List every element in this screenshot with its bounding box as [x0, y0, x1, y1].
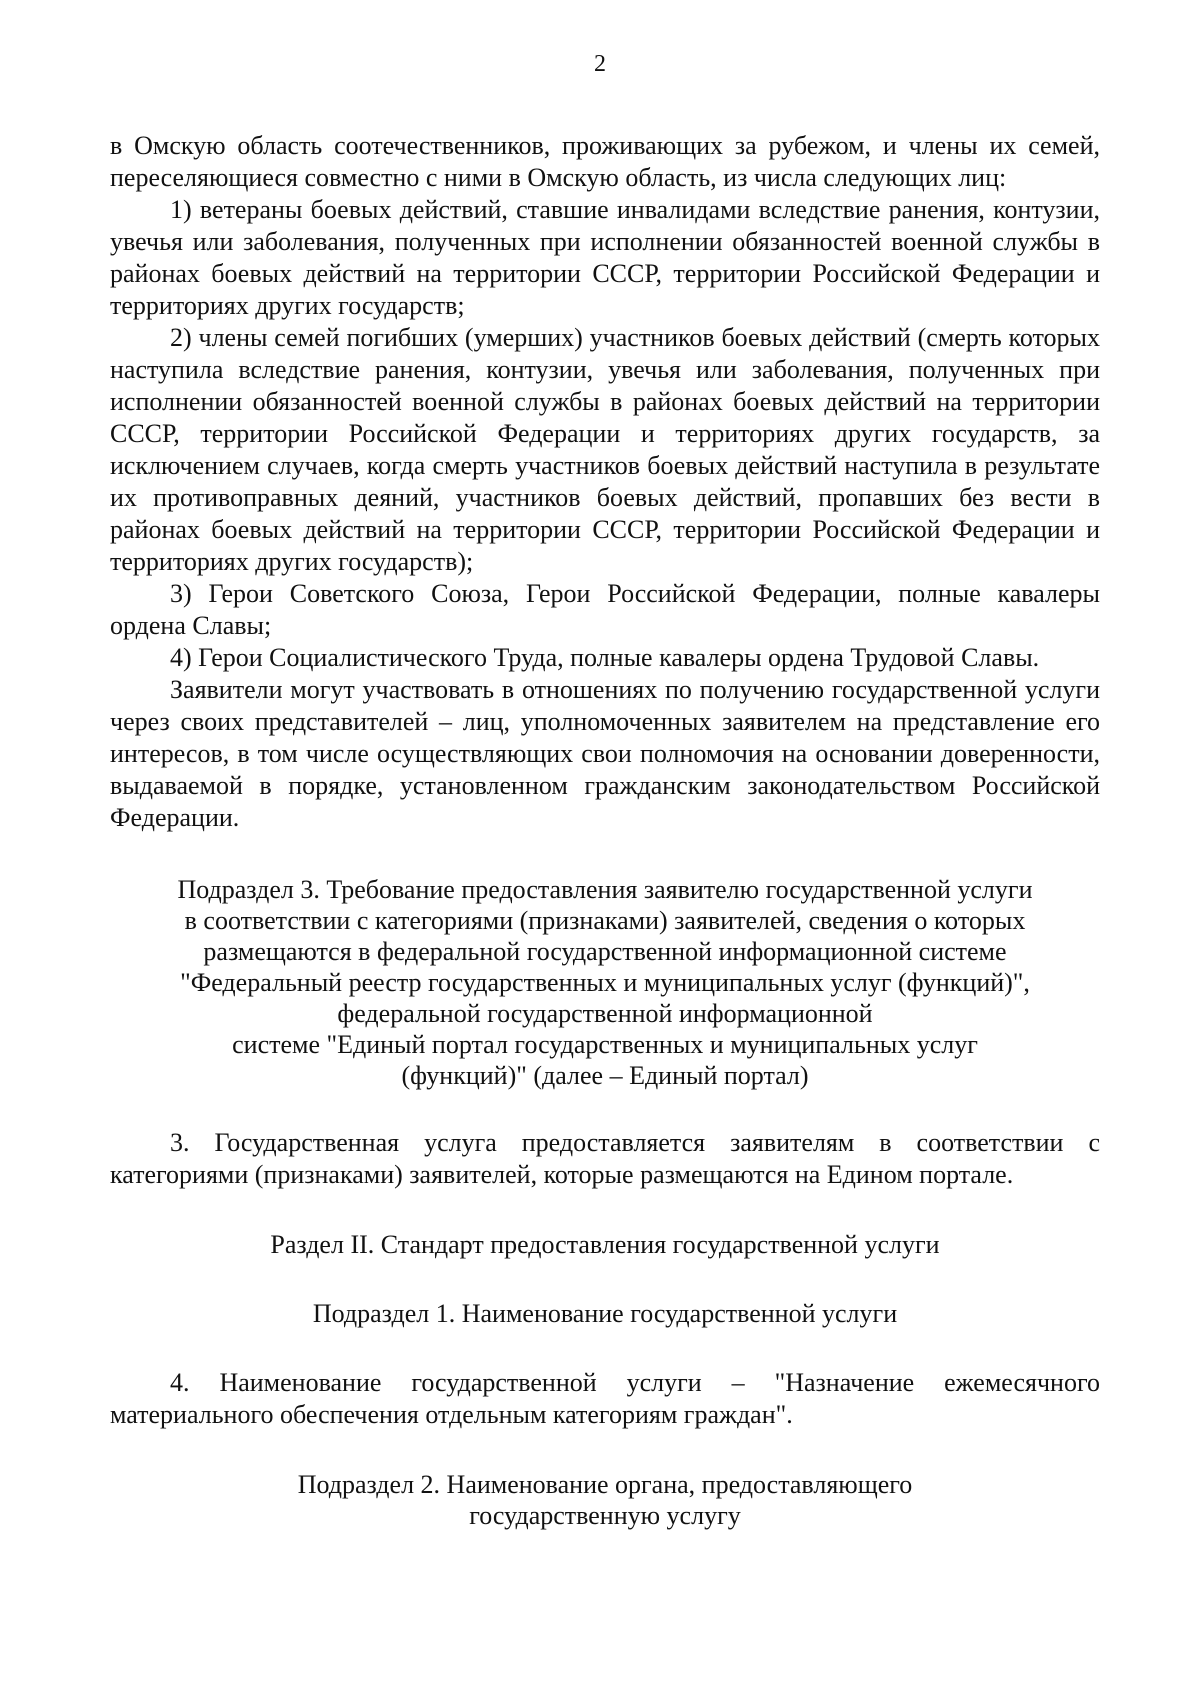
list-item-3: 3) Герои Советского Союза, Герои Российской Федерации, полные кавалеры ордена Славы;	[110, 579, 1100, 640]
heading-line: "Федеральный реестр государственных и муниципальных услуг (функций)",	[180, 968, 1030, 997]
page-number: 2	[594, 51, 606, 77]
paragraph-item-4: 4. Наименование государственной услуги – "Назначение ежемесячного материального обеспечения отдельным категориям граждан".	[110, 1368, 1100, 1429]
section-2-title: Раздел II. Стандарт предоставления государственной услуги	[270, 1230, 940, 1259]
paragraph-item-3: 3. Государственная услуга предоставляется заявителям в соответствии с категориями (признаками) заявителей, которые размещаются на Едином портале.	[110, 1128, 1100, 1189]
paragraph-intro: в Омскую область соотечественников, проживающих за рубежом, и члены их семей, переселяющиеся совместно с ними в Омскую область, из числа следующих лиц:	[110, 131, 1100, 192]
heading-line: Подраздел 2. Наименование органа, предоставляющего	[297, 1470, 913, 1499]
list-item-2: 2) члены семей погибших (умерших) участников боевых действий (смерть которых наступила вследствие ранения, контузии, увечья или заболевания, полученных при исполнении обязанностей военной службы в районах боевых действий на территории СССР, территории Российской Федерации и территориях других государств, за исключением случаев, когда смерть участников боевых действий наступила в результате их противоправных деяний, участников боевых действий, пропавших без вести в районах боевых действий на территории СССР, территории Российской Федерации и территориях других государств);	[110, 323, 1100, 576]
document-body	[110, 130, 1100, 1531]
list-item-1: 1) ветераны боевых действий, ставшие инвалидами вследствие ранения, контузии, увечья или заболевания, полученных при исполнении обязанностей военной службы в районах боевых действий на территории СССР, территории Российской Федерации и территориях других государств;	[110, 195, 1100, 320]
subsection-2-heading	[110, 1469, 1100, 1531]
heading-line: государственную услугу	[469, 1501, 741, 1530]
heading-line: (функций)" (далее – Единый портал)	[401, 1061, 809, 1090]
paragraph-representatives: Заявители могут участвовать в отношениях по получению государственной услуги через своих представителей – лиц, уполномоченных заявителем на представление его интересов, в том числе осуществляющих свои полномочия на основании доверенности, выдаваемой в порядке, установленном гражданским законодательством Российской Федерации.	[110, 675, 1100, 832]
subsection-3-heading	[110, 874, 1100, 1091]
heading-line: системе "Единый портал государственных и муниципальных услуг	[232, 1030, 978, 1059]
heading-line: в соответствии с категориями (признаками) заявителей, сведения о которых	[184, 906, 1026, 935]
subsection-1-title: Подраздел 1. Наименование государственной услуги	[312, 1299, 898, 1328]
list-item-4: 4) Герои Социалистического Труда, полные кавалеры ордена Трудовой Славы.	[170, 643, 1040, 672]
heading-line: размещаются в федеральной государственной информационной системе	[203, 937, 1007, 966]
heading-line: федеральной государственной информационной	[337, 999, 873, 1028]
heading-line: Подраздел 3. Требование предоставления заявителю государственной услуги	[177, 875, 1033, 904]
